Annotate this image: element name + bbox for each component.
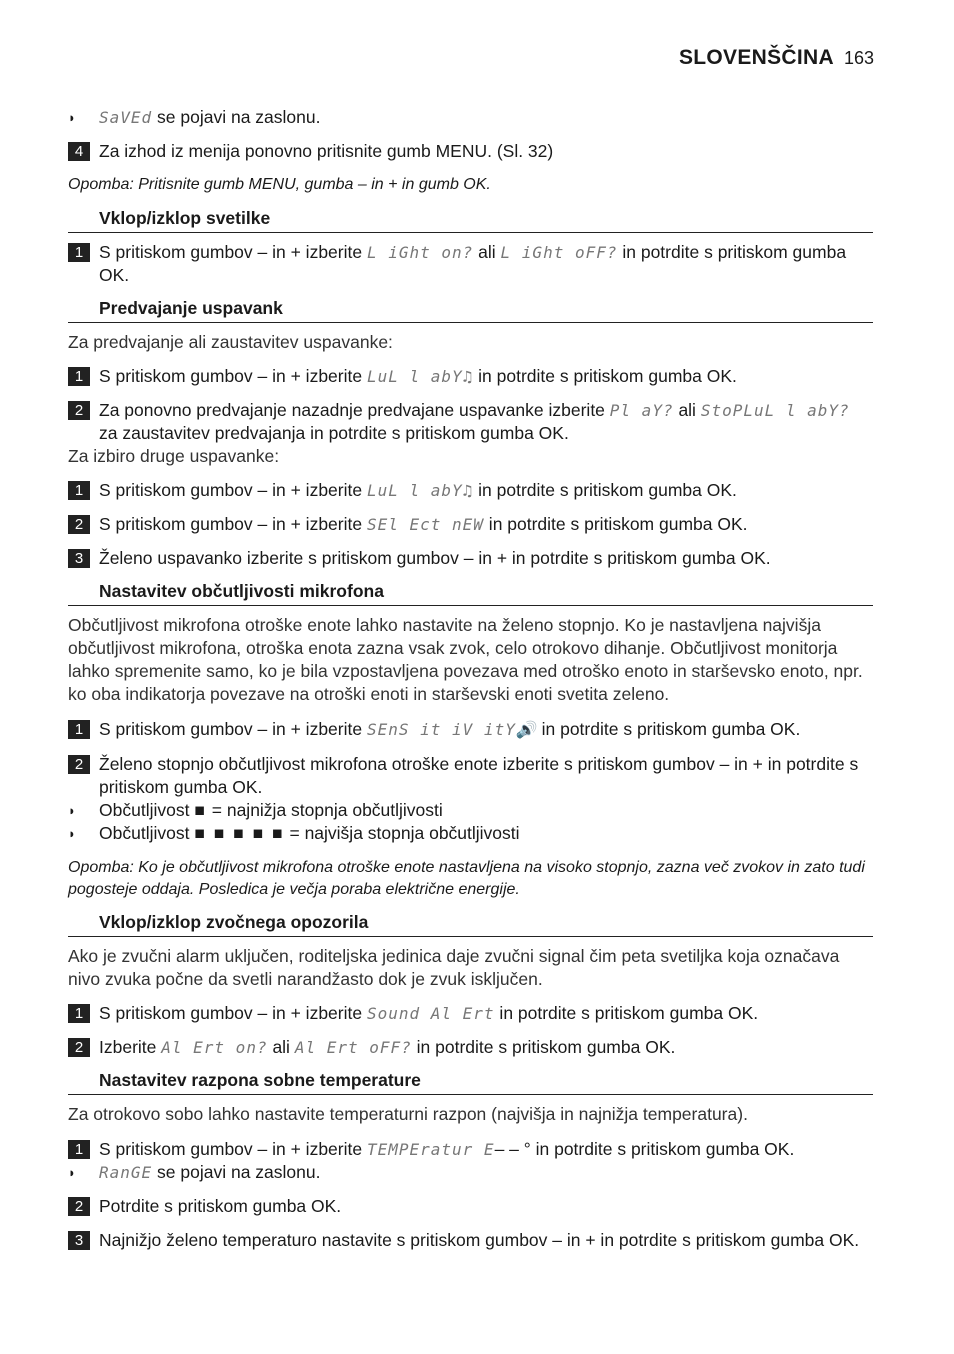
step-text: S pritiskom gumbov – in + izberite LuL l abY♫ in potrdite s pritiskom gumba OK. [99, 366, 737, 386]
note: Opomba: Pritisnite gumb MENU, gumba – in + in gumb OK. [68, 176, 491, 193]
lcd-text: Al Ert on? [161, 1038, 268, 1057]
section-heading: Vklop/izklop svetilke [68, 207, 873, 233]
step-number: 4 [68, 142, 90, 161]
lcd-text: L iGht oFF? [500, 243, 618, 262]
result-bullet: ◗ SaVEd se pojavi na zaslonu. [68, 107, 321, 127]
step-text: S pritiskom gumbov – in + izberite SEl Ect nEW in potrdite s pritiskom gumba OK. [99, 514, 748, 534]
section-heading: Predvajanje uspavank [68, 297, 873, 323]
bullet-icon: ◗ [68, 110, 76, 125]
step [68, 1002, 873, 1025]
step [68, 547, 873, 570]
step [68, 1138, 873, 1161]
lcd-text: LuL l abY♫ [366, 367, 474, 386]
level-squares-icon: ■ ■ ■ ■ ■ [194, 823, 285, 843]
step-text: Za izhod iz menija ponovno pritisnite gumb MENU. (Sl. 32) [99, 141, 554, 161]
step-text: S pritiskom gumbov – in + izberite LuL l abY♫ in potrdite s pritiskom gumba OK. [99, 480, 737, 500]
step-text: Najnižjo želeno temperaturo nastavite s pritiskom gumbov – in + in potrdite s pritiskom gumba OK. [99, 1230, 860, 1250]
step-text: Želeno uspavanko izberite s pritiskom gumbov – in + in potrdite s pritiskom gumba OK. [99, 548, 771, 568]
lcd-text: SaVEd [99, 108, 153, 127]
step-number: 2 [68, 515, 90, 534]
lcd-text: L iGht on? [366, 243, 474, 262]
step-text: S pritiskom gumbov – in + izberite Sound Al Ert in potrdite s pritiskom gumba OK. [99, 1003, 759, 1023]
step-number: 3 [68, 549, 90, 568]
lcd-text: Al Ert oFF? [294, 1038, 412, 1057]
note: Opomba: Ko je občutljivost mikrofona otroške enote nastavljena na visoko stopnjo, zazna več zvokov in zato tudi pogosteje oddaja. Posledica je večja poraba električne energije. [68, 859, 865, 898]
result-bullet: ◗ Občutljivost ■ = najnižja stopnja občutljivosti [68, 800, 443, 820]
step-text: S pritiskom gumbov – in + izberite TEMPEratur E– – ° in potrdite s pritiskom gumba OK. [99, 1139, 795, 1159]
step-number: 2 [68, 1038, 90, 1057]
section-heading: Nastavitev razpona sobne temperature [68, 1069, 873, 1095]
lcd-text: SEl Ect nEW [366, 515, 484, 534]
step-number: 2 [68, 401, 90, 420]
lcd-text: TEMPEratur E [366, 1140, 495, 1159]
step [68, 241, 873, 287]
step-number: 1 [68, 720, 90, 739]
step-number: 1 [68, 1004, 90, 1023]
step-number: 2 [68, 1197, 90, 1216]
step [68, 753, 873, 799]
step [68, 1195, 873, 1218]
step-number: 2 [68, 755, 90, 774]
lcd-text: Pl aY? [609, 401, 674, 420]
intro-text: Za otrokovo sobo lahko nastavite temperaturni razpon (najvišja in najnižja temperatura). [68, 1104, 748, 1124]
lcd-text: SEnS it iV itY [366, 720, 516, 739]
step [68, 365, 873, 388]
step [68, 513, 873, 536]
bullet-icon: ◗ [68, 1165, 76, 1180]
step [68, 718, 873, 741]
bullet-icon: ◗ [68, 803, 76, 818]
step-number: 1 [68, 243, 90, 262]
lcd-text: StoPLuL l abY? [700, 401, 850, 420]
step-number: 1 [68, 481, 90, 500]
step [68, 399, 873, 445]
section-heading: Nastavitev občutljivosti mikrofona [68, 580, 873, 606]
intro-text: Za izbiro druge uspavanke: [68, 446, 280, 466]
step-text: Želeno stopnjo občutljivost mikrofona otroške enote izberite s pritiskom gumbov – in + in potrdite s pritiskom gumba OK. [99, 754, 859, 797]
language-label: SLOVENŠČINA [678, 46, 834, 69]
step [68, 1229, 873, 1252]
lcd-text: RanGE [99, 1163, 153, 1182]
manual-content [68, 106, 873, 1252]
intro-text: Za predvajanje ali zaustavitev uspavanke: [68, 332, 393, 352]
step [68, 479, 873, 502]
section-heading: Vklop/izklop zvočnega opozorila [68, 911, 873, 937]
step-number: 1 [68, 1140, 90, 1159]
intro-text: Ako je zvučni alarm uključen, roditeljska jedinica daje zvučni signal čim peta svetiljka koja označava nivo zvuka počne da svetli narandžasto dok je zvuk isključen. [68, 946, 840, 989]
step-text: S pritiskom gumbov – in + izberite L iGht on? ali L iGht oFF? in potrdite s pritiskom gumba OK. [99, 242, 847, 285]
page-number: 163 [843, 48, 874, 68]
step-number: 3 [68, 1231, 90, 1250]
page-header [679, 46, 874, 70]
intro-text: Občutljivost mikrofona otroške enote lahko nastavite na želeno stopnjo. Ko je nastavljena najvišja občutljivost mikrofona, otroška enota zazna vsak zvok, celo otrokovo dihanje. Občutljivost monitorja lahko spremenite samo, ko je bila vzpostavljena povezava med otroško enoto in starševsko enoto, npr. ko oba indikatorja povezave na otroški enoti in starševski enoti svetita zeleno. [68, 615, 863, 704]
step [68, 1036, 873, 1059]
step-text: Za ponovno predvajanje nazadnje predvajane uspavanke izberite Pl aY? ali StoPLuL l abY? za zaustavitev predvajanja in potrdite s pritiskom gumba OK. [99, 400, 850, 443]
lcd-text: LuL l abY♫ [366, 481, 474, 500]
level-square-icon: ■ [194, 800, 207, 820]
bullet-icon: ◗ [68, 826, 76, 841]
step-number: 1 [68, 367, 90, 386]
result-bullet: ◗ Občutljivost ■ ■ ■ ■ ■ = najvišja stopnja občutljivosti [68, 823, 520, 843]
step-text: S pritiskom gumbov – in + izberite SEnS it iV itY🔊 in potrdite s pritiskom gumba OK. [99, 719, 801, 739]
step [68, 140, 873, 163]
step-text: Izberite Al Ert on? ali Al Ert oFF? in potrdite s pritiskom gumba OK. [99, 1037, 676, 1057]
step-text: Potrdite s pritiskom gumba OK. [99, 1196, 342, 1216]
sound-icon: 🔊 [515, 720, 537, 739]
lcd-text: Sound Al Ert [366, 1004, 495, 1023]
result-bullet: ◗ RanGE se pojavi na zaslonu. [68, 1162, 321, 1182]
